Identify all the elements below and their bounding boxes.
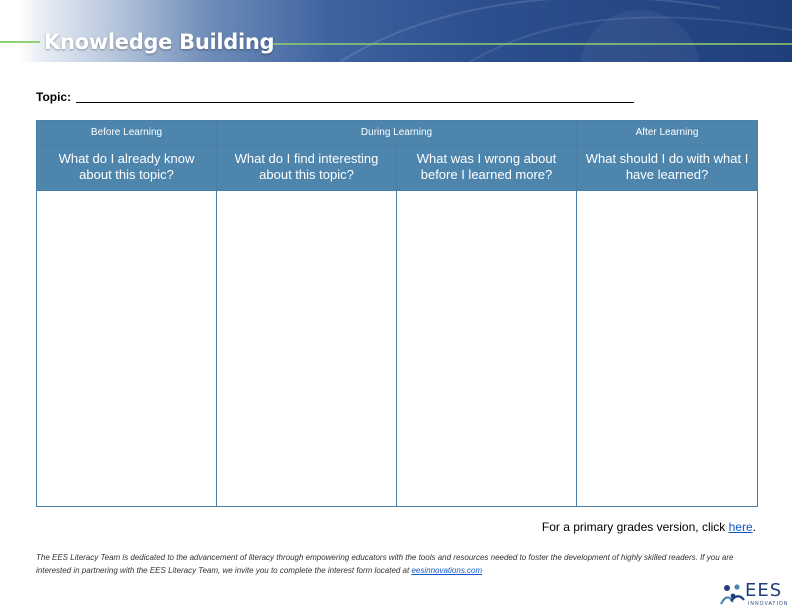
question-interesting: What do I find interesting about this topic? bbox=[217, 145, 397, 191]
people-icon bbox=[718, 580, 746, 608]
logo-tagline: INNOVATION bbox=[748, 601, 789, 607]
knowledge-table bbox=[36, 120, 758, 507]
phase-row bbox=[37, 121, 758, 145]
answer-cell-wrong[interactable] bbox=[397, 191, 577, 507]
logo-name: EES bbox=[745, 580, 783, 601]
footer-text bbox=[36, 551, 756, 577]
topic-label: Topic: bbox=[36, 90, 72, 104]
footer-body: The EES Literacy Team is dedicated to the advancement of literacy through empowering educators with the tools and resources needed to foster the development of highly skilled readers. If you are interested in partnering with the EES Literacy Team, we invite you to complete the interest form located at bbox=[36, 553, 734, 575]
question-what-to-do: What should I do with what I have learned? bbox=[577, 145, 758, 191]
question-row bbox=[37, 145, 758, 191]
phase-before: Before Learning bbox=[37, 121, 217, 145]
answer-cell-after[interactable] bbox=[577, 191, 758, 507]
primary-note-text: For a primary grades version, click bbox=[541, 520, 729, 534]
here-link[interactable]: here bbox=[728, 520, 753, 534]
answer-cell-interesting[interactable] bbox=[217, 191, 397, 507]
question-already-know: What do I already know about this topic? bbox=[37, 145, 217, 191]
header-banner bbox=[0, 0, 792, 62]
phase-during: During Learning bbox=[217, 121, 577, 145]
question-wrong-about: What was I wrong about before I learned more? bbox=[397, 145, 577, 191]
phase-after: After Learning bbox=[577, 121, 758, 145]
answer-row bbox=[37, 191, 758, 507]
primary-grades-note bbox=[542, 520, 756, 534]
website-link[interactable]: eesinnovations.com bbox=[411, 566, 483, 575]
primary-note-end: . bbox=[752, 520, 756, 534]
page-title: Knowledge Building bbox=[44, 30, 275, 54]
topic-input-line[interactable] bbox=[76, 102, 634, 103]
ees-logo bbox=[718, 580, 788, 608]
answer-cell-before[interactable] bbox=[37, 191, 217, 507]
